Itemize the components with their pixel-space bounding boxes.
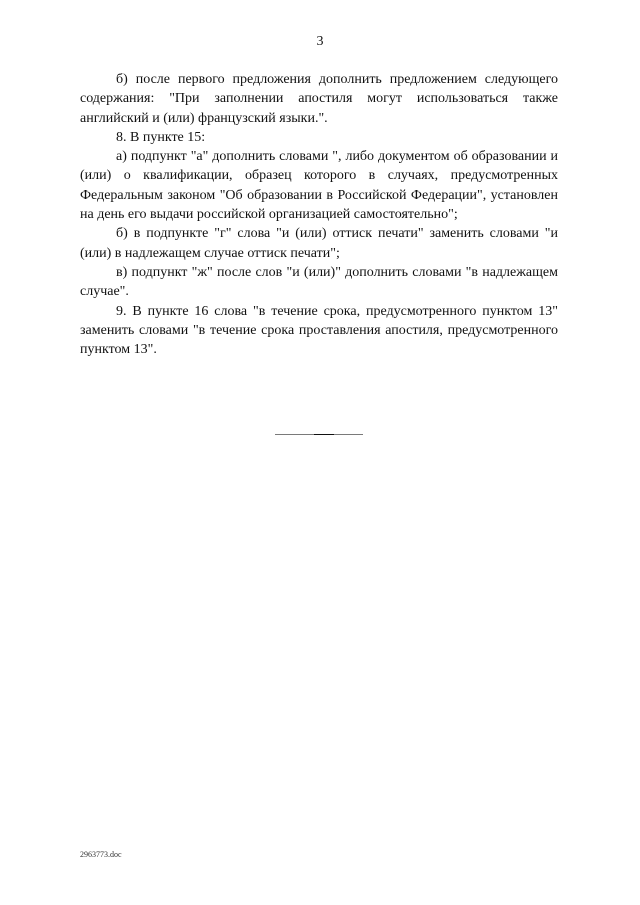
page-number: 3 (316, 34, 324, 49)
paragraph-a-education-document: а) подпункт "а" дополнить словами ", либо документом об образовании и (или) о квалификации, образец которого в случаях, предусмотренных Федеральным законом "Об образовании в Российской Федерации", установлен на день его выдачи российской организацией самостоятельно"; (80, 149, 558, 223)
footer-file-name: 2963773.doc (80, 850, 122, 859)
paragraph-b-apostille-language: б) после первого предложения дополнить предложением следующего содержания: "При заполнении апостиля могут использоваться также английский и (или) французский языки.". (80, 72, 558, 126)
paragraph-9-term: 9. В пункте 16 слова "в течение срока, предусмотренного пунктом 13" заменить словами "в течение срока проставления апостиля, предусмотренного пунктом 13". (80, 303, 558, 358)
paragraph-8-heading: 8. В пункте 15: (116, 129, 206, 145)
document-body (80, 70, 558, 359)
end-separator-mark (314, 434, 334, 435)
paragraph-b-seal-imprint: б) в подпункте "г" слова "и (или) оттиск печати" заменить словами "и (или) в надлежащем случае оттиск печати"; (80, 226, 558, 261)
paragraph-v-proper-case: в) подпункт "ж" после слов "и (или)" дополнить словами "в надлежащем случае". (80, 264, 558, 300)
